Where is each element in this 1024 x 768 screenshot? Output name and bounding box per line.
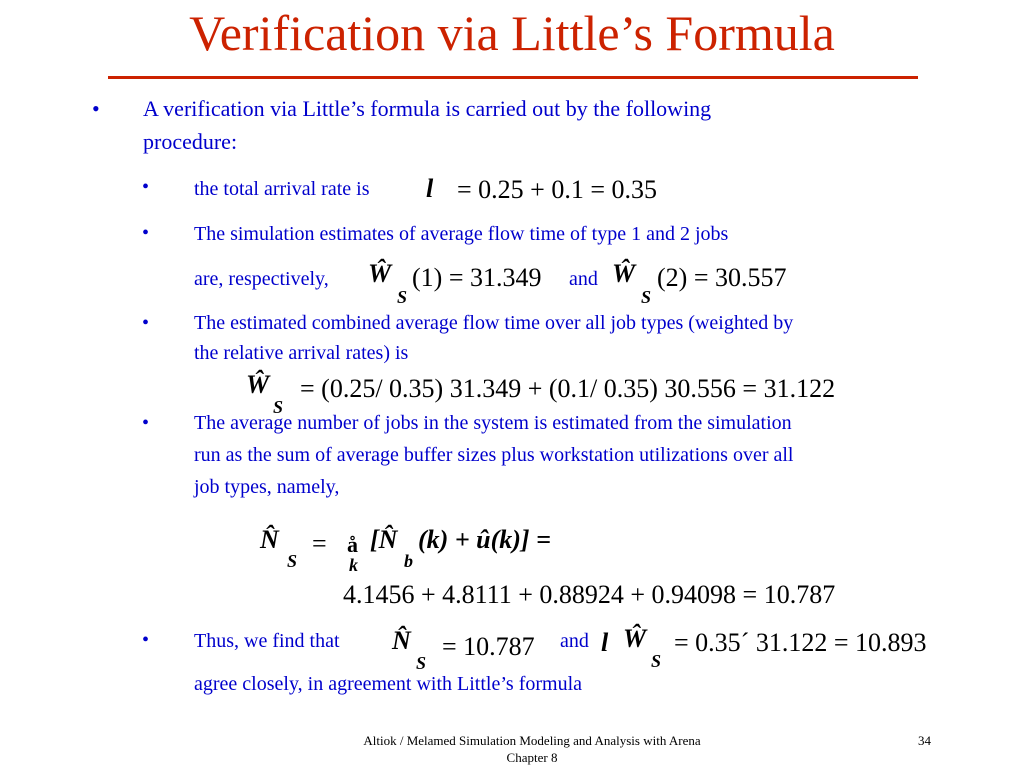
w-hat-1: Ŵ <box>368 259 392 288</box>
arrival-rate-equation: = 0.25 + 0.1 = 0.35 <box>457 175 657 204</box>
intro-line-2: procedure: <box>143 129 238 154</box>
w-hat-combined: Ŵ <box>246 370 270 399</box>
n-hat-sub: S <box>287 551 298 571</box>
intro-line-1: A verification via Little’s formula is carried out by the following <box>143 96 712 121</box>
n-hat: N̂ <box>260 525 279 554</box>
conclusion-text: agree closely, in agreement with Little’s formula <box>194 673 583 695</box>
w-hat-2-sub: S <box>641 287 652 307</box>
and-text-2: and <box>560 630 589 652</box>
thus-text: Thus, we find that <box>194 630 340 652</box>
bullet-3: • <box>142 222 150 244</box>
n-b-sub: b <box>404 551 413 571</box>
combined-line-1: The estimated combined average flow time over all job types (weighted by <box>194 312 794 334</box>
w-hat-combined-sub: S <box>273 397 284 417</box>
avg-jobs-line-3: job types, namely, <box>194 476 340 498</box>
page-number: 34 <box>918 733 931 748</box>
and-text-1: and <box>569 268 598 290</box>
combined-line-2: the relative arrival rates) is <box>194 342 409 364</box>
sum-index: k <box>349 555 358 575</box>
bullet-1: • <box>92 96 100 121</box>
arrival-rate-text: the total arrival rate is <box>194 178 370 200</box>
n-equals: = <box>312 529 327 558</box>
lambda-result: l <box>601 628 609 657</box>
bullet-2: • <box>142 176 150 198</box>
n-result-equation: = 10.787 <box>442 632 535 661</box>
flow-time-line-1: The simulation estimates of average flow time of type 1 and 2 jobs <box>194 223 729 245</box>
footer-citation: Altiok / Melamed Simulation Modeling and Analysis with Arena <box>363 733 701 748</box>
n-b-rest: (k) + û(k)] = <box>418 525 551 554</box>
avg-jobs-line-2: run as the sum of average buffer sizes plus workstation utilizations over all <box>194 444 794 466</box>
flow-time-line-2: are, respectively, <box>194 268 329 290</box>
w-hat-result-sub: S <box>651 651 662 671</box>
flow-time-type1: (1) = 31.349 <box>412 263 542 292</box>
n-b-term: [N̂ <box>370 525 398 554</box>
w-hat-2: Ŵ <box>612 259 636 288</box>
little-product-equation: = 0.35´ 31.122 = 10.893 <box>674 628 927 657</box>
w-hat-1-sub: S <box>397 287 408 307</box>
avg-jobs-line-1: The average number of jobs in the system is estimated from the simulation <box>194 412 792 434</box>
w-hat-result: Ŵ <box>623 624 647 653</box>
n-sum-values: 4.1456 + 4.8111 + 0.88924 + 0.94098 = 10.787 <box>343 580 836 609</box>
bullet-6: • <box>142 629 150 651</box>
flow-time-type2: (2) = 30.557 <box>657 263 787 292</box>
combined-flow-equation: = (0.25/ 0.35) 31.349 + (0.1/ 0.35) 30.556 = 31.122 <box>300 374 836 403</box>
bullet-4: • <box>142 312 150 334</box>
footer-chapter: Chapter 8 <box>506 750 558 765</box>
slide-title: Verification via Little’s Formula <box>189 5 835 61</box>
sum-symbol: å <box>347 532 358 557</box>
title-underline <box>108 76 918 79</box>
lambda-symbol: l <box>426 174 434 203</box>
n-hat-result-sub: S <box>416 653 427 673</box>
bullet-5: • <box>142 412 150 434</box>
n-hat-result: N̂ <box>392 626 411 655</box>
